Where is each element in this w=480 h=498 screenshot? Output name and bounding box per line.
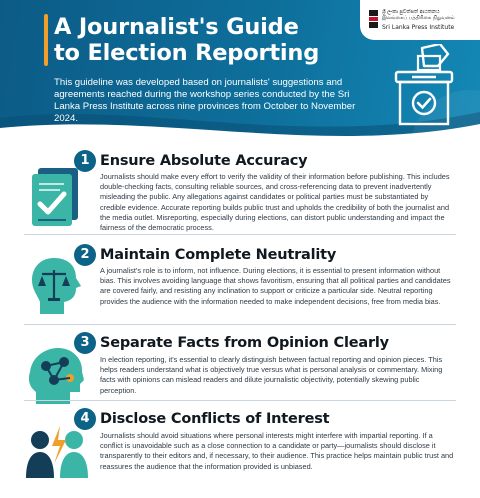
logo-english-name: Sri Lanka Press Institute (382, 24, 455, 31)
logo-tamil-line: இலங்கைப் பத்திரிகை நிறுவனம் (382, 15, 455, 21)
section-divider (24, 400, 456, 401)
section-number-badge: 2 (74, 244, 96, 266)
document-checkmark-icon (24, 164, 90, 230)
logo-sinhala-text (382, 9, 476, 21)
section-number-badge: 3 (74, 332, 96, 354)
header-banner (0, 0, 480, 138)
ballot-box-icon (388, 44, 458, 128)
logo-sinhala-line: ශ්‍රී ලංකා පුවත්පත් ආයතනය (382, 9, 440, 15)
section-divider (24, 324, 456, 325)
section-body: Journalists should avoid situations where personal interests might interfere with impartial reporting. If a conflict is unavoidable such as a close connection to a candidate or party—journalists should disclose it transparently to their editors and, if necessary, to their audience. This practice helps maintain public trust and reassures the audience that the information provided is unbiased. (100, 431, 454, 471)
section-title: Separate Facts from Opinion Clearly (100, 335, 389, 351)
title-accent-bar (44, 14, 48, 66)
slpi-logo (360, 0, 480, 40)
section-title: Maintain Complete Neutrality (100, 247, 337, 263)
section-body: In election reporting, it's essential to clearly distinguish between factual reporting and opinion pieces. This helps readers understand what is objectively true versus what is personal analysis or commentary. Mixing facts with opinions can mislead readers and dilute journalistic objectivity, potentially skewing public perception. (100, 355, 443, 395)
section-number-badge: 4 (74, 408, 96, 430)
section-title: Ensure Absolute Accuracy (100, 153, 308, 169)
section-title: Disclose Conflicts of Interest (100, 411, 330, 427)
logo-emblem-icon (368, 9, 379, 29)
section-number-badge: 1 (74, 150, 96, 172)
conflict-people-icon (24, 420, 90, 486)
intro-paragraph: This guideline was developed based on journalists' suggestions and agreements reached during the workshop series conducted by the Sri Lanka Press Institute across nine provinces from October to November 2024. (54, 77, 356, 124)
section-body: A journalist's role is to inform, not influence. During elections, it is essential to present information without bias. This involves avoiding language that shows favoritism, ensuring that all political parties and candidates are covered fairly, and resisting any inclination to support or criticize a particular side. Neutral reporting provides the audience with the information needed to make independent decisions, free from media bias. (100, 266, 451, 306)
section-body: Journalists should make every effort to verify the validity of their information before publishing. This includes double-checking facts, consulting reliable sources, and cross-referencing data to prevent inadvertently misleading the public. Any allegations against candidates or political parties must be substantiated by credible evidence. Accurate reporting builds public trust and upholds the credibility of both the journalist and the media outlet. Misreporting, especially during elections, can distort public understanding and impact the fairness of the democratic process. (100, 172, 450, 233)
page-title-line-2: to Election Reporting (54, 40, 320, 66)
section-divider (24, 234, 456, 235)
page-title (54, 14, 319, 66)
page-title-line-1: A Journalist's Guide (54, 14, 299, 40)
